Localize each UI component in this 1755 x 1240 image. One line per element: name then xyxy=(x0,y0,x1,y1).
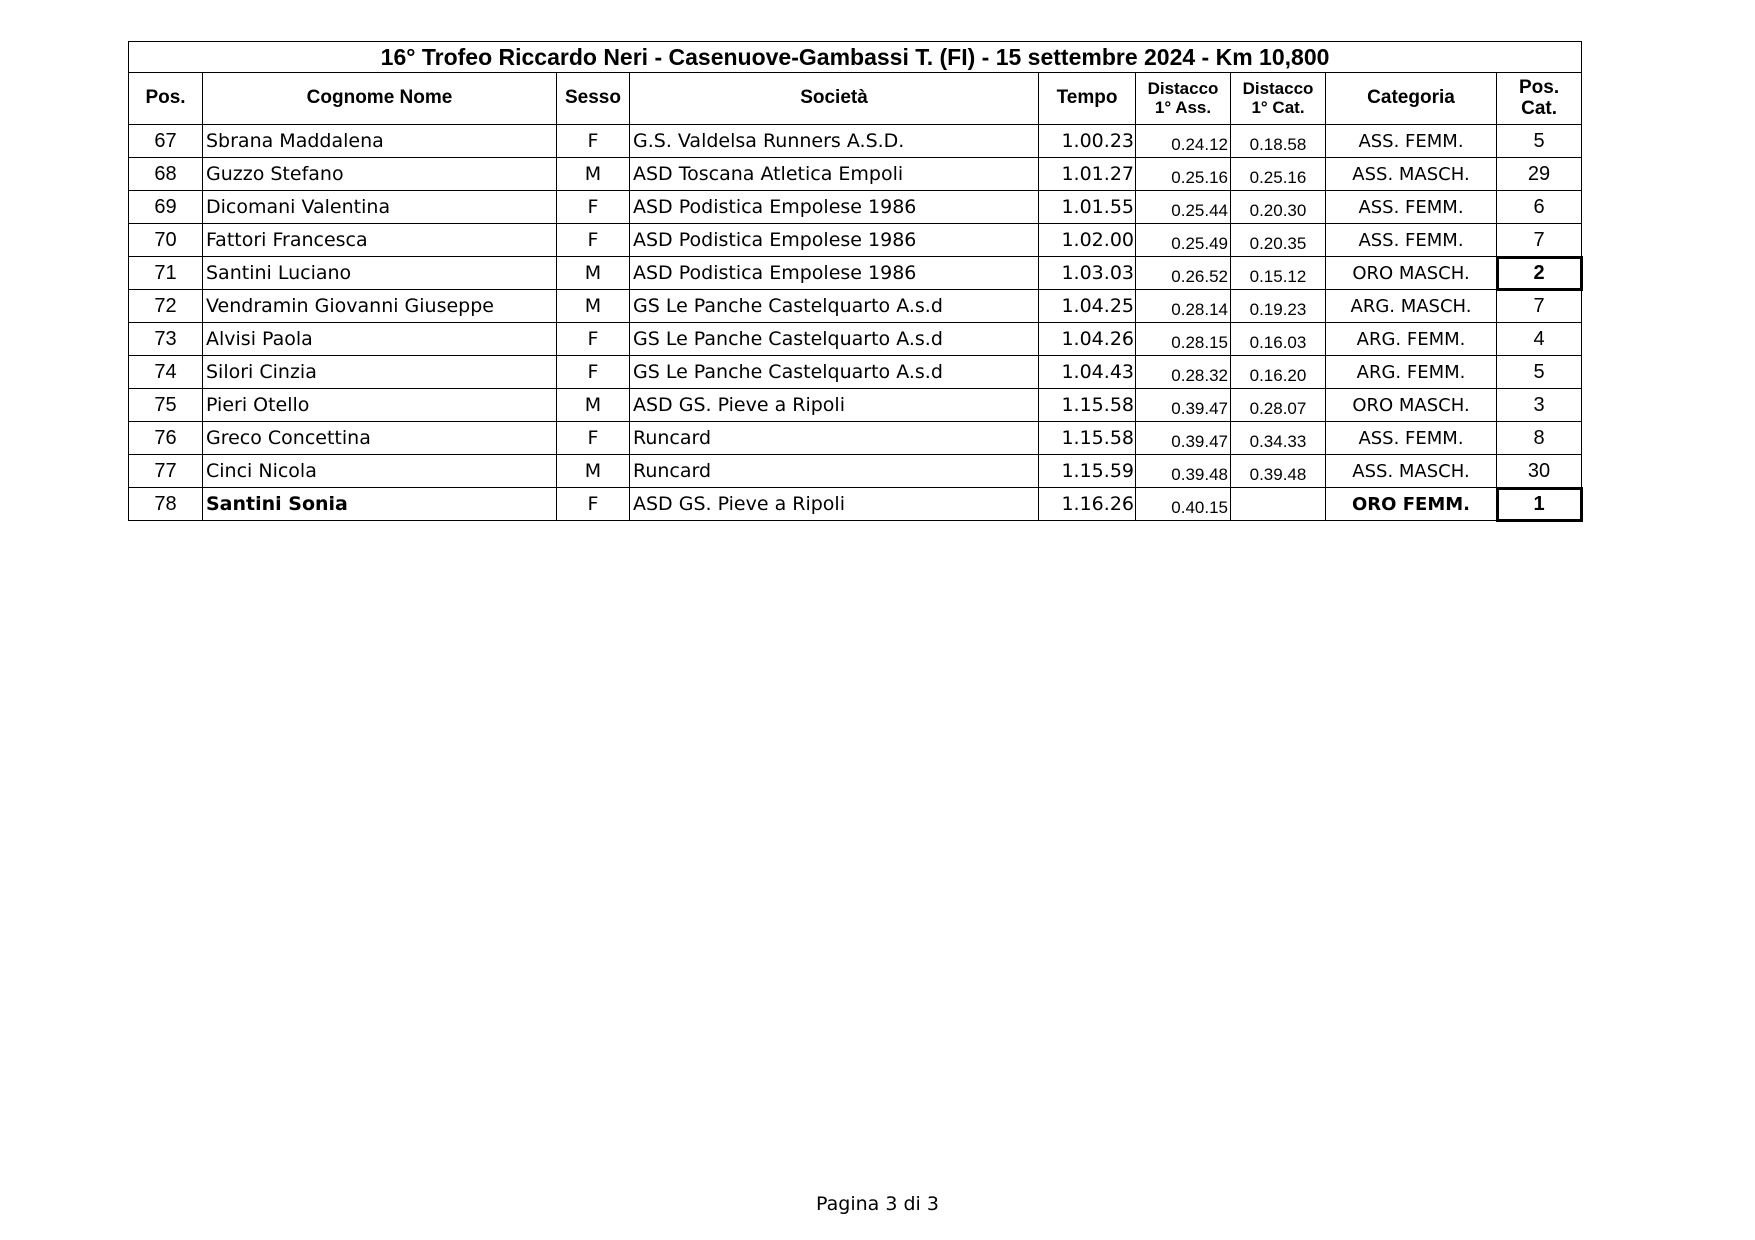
cell-society: GS Le Panche Castelquarto A.s.d xyxy=(630,356,1039,389)
cell-pos-cat-highlighted: 1 xyxy=(1497,488,1582,521)
cell-name: Sbrana Maddalena xyxy=(203,125,557,158)
cell-name: Greco Concettina xyxy=(203,422,557,455)
cell-gap-cat: 0.39.48 xyxy=(1231,455,1326,488)
cell-gap-abs: 0.39.47 xyxy=(1136,389,1231,422)
cell-society: Runcard xyxy=(630,455,1039,488)
cell-time: 1.02.00 xyxy=(1039,224,1136,257)
cell-gap-cat: 0.15.12 xyxy=(1231,257,1326,290)
cell-gap-cat: 0.18.58 xyxy=(1231,125,1326,158)
cell-society: ASD Podistica Empolese 1986 xyxy=(630,224,1039,257)
cell-gap-cat: 0.16.20 xyxy=(1231,356,1326,389)
cell-gap-abs: 0.28.15 xyxy=(1136,323,1231,356)
cell-name: Silori Cinzia xyxy=(203,356,557,389)
cell-category: ASS. FEMM. xyxy=(1326,125,1497,158)
cell-name: Dicomani Valentina xyxy=(203,191,557,224)
cell-pos-cat-highlighted: 2 xyxy=(1497,257,1582,290)
cell-gap-cat: 0.34.33 xyxy=(1231,422,1326,455)
header-gap-cat-line2: 1° Cat. xyxy=(1251,97,1305,117)
cell-pos: 77 xyxy=(129,455,203,488)
table-row xyxy=(129,422,1582,455)
document-title: 16° Trofeo Riccardo Neri - Casenuove-Gambassi T. (FI) - 15 settembre 2024 - Km 10,800 xyxy=(129,42,1582,73)
cell-gap-cat: 0.25.16 xyxy=(1231,158,1326,191)
cell-gap-abs: 0.26.52 xyxy=(1136,257,1231,290)
cell-gap-abs: 0.28.14 xyxy=(1136,290,1231,323)
cell-gap-cat: 0.28.07 xyxy=(1231,389,1326,422)
cell-pos: 70 xyxy=(129,224,203,257)
cell-category: ASS. FEMM. xyxy=(1326,224,1497,257)
cell-gap-abs: 0.25.44 xyxy=(1136,191,1231,224)
cell-society: ASD GS. Pieve a Ripoli xyxy=(630,488,1039,521)
cell-name: Santini Sonia xyxy=(203,488,557,521)
cell-sex: F xyxy=(557,224,630,257)
cell-pos-cat: 4 xyxy=(1497,323,1582,356)
cell-category: ASS. FEMM. xyxy=(1326,422,1497,455)
cell-time: 1.15.59 xyxy=(1039,455,1136,488)
cell-name: Fattori Francesca xyxy=(203,224,557,257)
table-row xyxy=(129,323,1582,356)
cell-gap-abs: 0.28.32 xyxy=(1136,356,1231,389)
header-gap-abs xyxy=(1136,73,1231,125)
cell-name: Guzzo Stefano xyxy=(203,158,557,191)
cell-name: Alvisi Paola xyxy=(203,323,557,356)
cell-gap-cat: 0.19.23 xyxy=(1231,290,1326,323)
cell-sex: M xyxy=(557,290,630,323)
cell-category: ORO MASCH. xyxy=(1326,257,1497,290)
page-number: Pagina 3 di 3 xyxy=(816,1193,939,1215)
cell-pos: 73 xyxy=(129,323,203,356)
table-row xyxy=(129,125,1582,158)
cell-pos-cat: 5 xyxy=(1497,356,1582,389)
cell-time: 1.01.55 xyxy=(1039,191,1136,224)
table-row xyxy=(129,158,1582,191)
header-name: Cognome Nome xyxy=(203,73,557,125)
cell-time: 1.03.03 xyxy=(1039,257,1136,290)
cell-gap-cat: 0.20.35 xyxy=(1231,224,1326,257)
cell-pos: 76 xyxy=(129,422,203,455)
table-row xyxy=(129,389,1582,422)
table-row xyxy=(129,224,1582,257)
header-category: Categoria xyxy=(1326,73,1497,125)
header-pos: Pos. xyxy=(129,73,203,125)
cell-pos-cat: 29 xyxy=(1497,158,1582,191)
table-row xyxy=(129,488,1582,521)
cell-pos: 67 xyxy=(129,125,203,158)
cell-pos-cat: 5 xyxy=(1497,125,1582,158)
header-society: Società xyxy=(630,73,1039,125)
results-table xyxy=(128,41,1582,521)
cell-gap-cat: 0.16.03 xyxy=(1231,323,1326,356)
cell-category: ARG. MASCH. xyxy=(1326,290,1497,323)
cell-gap-abs: 0.25.16 xyxy=(1136,158,1231,191)
cell-society: Runcard xyxy=(630,422,1039,455)
cell-sex: F xyxy=(557,356,630,389)
cell-society: G.S. Valdelsa Runners A.S.D. xyxy=(630,125,1039,158)
cell-time: 1.00.23 xyxy=(1039,125,1136,158)
header-gap-cat xyxy=(1231,73,1326,125)
header-pos-cat xyxy=(1497,73,1582,125)
cell-pos-cat: 7 xyxy=(1497,224,1582,257)
cell-pos-cat: 3 xyxy=(1497,389,1582,422)
cell-category: ARG. FEMM. xyxy=(1326,356,1497,389)
cell-name: Pieri Otello xyxy=(203,389,557,422)
cell-sex: M xyxy=(557,455,630,488)
cell-sex: F xyxy=(557,422,630,455)
cell-name: Vendramin Giovanni Giuseppe xyxy=(203,290,557,323)
cell-gap-abs: 0.25.49 xyxy=(1136,224,1231,257)
cell-category: ARG. FEMM. xyxy=(1326,323,1497,356)
cell-gap-cat: 0.20.30 xyxy=(1231,191,1326,224)
cell-category: ASS. FEMM. xyxy=(1326,191,1497,224)
table-row xyxy=(129,455,1582,488)
cell-society: GS Le Panche Castelquarto A.s.d xyxy=(630,290,1039,323)
cell-time: 1.15.58 xyxy=(1039,422,1136,455)
cell-sex: M xyxy=(557,389,630,422)
cell-society: ASD Toscana Atletica Empoli xyxy=(630,158,1039,191)
cell-sex: M xyxy=(557,257,630,290)
cell-category: ASS. MASCH. xyxy=(1326,455,1497,488)
header-gap-abs-line2: 1° Ass. xyxy=(1154,97,1212,117)
cell-pos: 74 xyxy=(129,356,203,389)
cell-name: Santini Luciano xyxy=(203,257,557,290)
header-sex: Sesso xyxy=(557,73,630,125)
cell-pos: 78 xyxy=(129,488,203,521)
header-gap-cat-line1: Distacco xyxy=(1242,79,1314,99)
cell-pos-cat: 7 xyxy=(1497,290,1582,323)
cell-gap-abs: 0.24.12 xyxy=(1136,125,1231,158)
cell-gap-cat xyxy=(1231,488,1326,521)
cell-name: Cinci Nicola xyxy=(203,455,557,488)
cell-gap-abs: 0.40.15 xyxy=(1136,488,1231,521)
cell-pos: 68 xyxy=(129,158,203,191)
header-gap-abs-line1: Distacco xyxy=(1147,79,1219,99)
header-time: Tempo xyxy=(1039,73,1136,125)
cell-time: 1.15.58 xyxy=(1039,389,1136,422)
cell-time: 1.04.43 xyxy=(1039,356,1136,389)
cell-category: ASS. MASCH. xyxy=(1326,158,1497,191)
cell-time: 1.04.25 xyxy=(1039,290,1136,323)
table-row xyxy=(129,290,1582,323)
table-row xyxy=(129,191,1582,224)
cell-society: ASD Podistica Empolese 1986 xyxy=(630,191,1039,224)
cell-pos-cat: 6 xyxy=(1497,191,1582,224)
cell-sex: F xyxy=(557,125,630,158)
cell-pos: 75 xyxy=(129,389,203,422)
cell-pos: 72 xyxy=(129,290,203,323)
cell-category: ORO MASCH. xyxy=(1326,389,1497,422)
table-row xyxy=(129,356,1582,389)
table-row xyxy=(129,257,1582,290)
cell-pos-cat: 30 xyxy=(1497,455,1582,488)
header-pos-cat-line2: Cat. xyxy=(1521,97,1557,119)
cell-pos: 69 xyxy=(129,191,203,224)
cell-gap-abs: 0.39.47 xyxy=(1136,422,1231,455)
cell-pos: 71 xyxy=(129,257,203,290)
cell-time: 1.04.26 xyxy=(1039,323,1136,356)
cell-sex: M xyxy=(557,158,630,191)
cell-pos-cat: 8 xyxy=(1497,422,1582,455)
header-pos-cat-line1: Pos. xyxy=(1518,76,1560,98)
cell-sex: F xyxy=(557,488,630,521)
header-row xyxy=(129,73,1582,125)
cell-society: GS Le Panche Castelquarto A.s.d xyxy=(630,323,1039,356)
cell-sex: F xyxy=(557,323,630,356)
cell-time: 1.16.26 xyxy=(1039,488,1136,521)
cell-society: ASD Podistica Empolese 1986 xyxy=(630,257,1039,290)
cell-category: ORO FEMM. xyxy=(1326,488,1497,521)
cell-gap-abs: 0.39.48 xyxy=(1136,455,1231,488)
cell-sex: F xyxy=(557,191,630,224)
cell-time: 1.01.27 xyxy=(1039,158,1136,191)
cell-society: ASD GS. Pieve a Ripoli xyxy=(630,389,1039,422)
